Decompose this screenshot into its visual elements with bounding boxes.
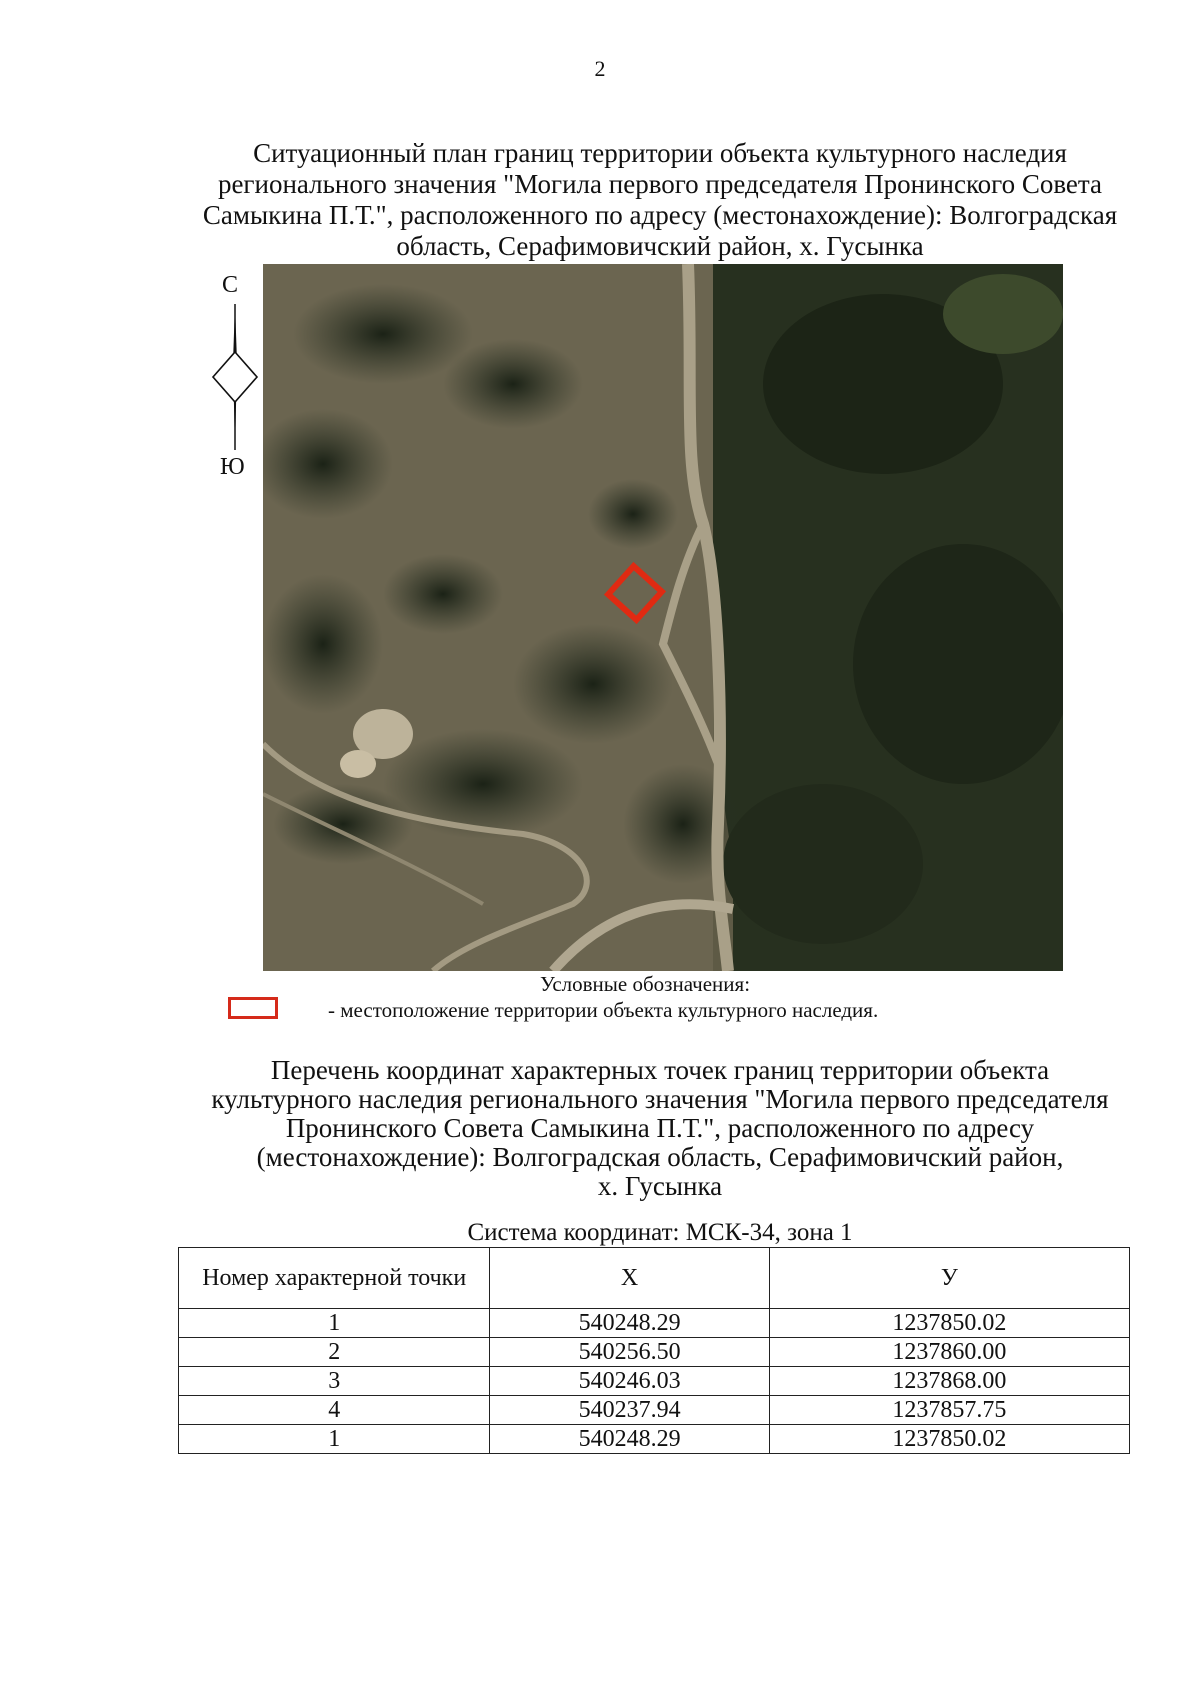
cell-x: 540248.29 — [490, 1425, 769, 1454]
coordinates-title-line: Перечень координат характерных точек границ территории объекта — [270, 1055, 1050, 1085]
satellite-image — [263, 264, 1063, 971]
north-arrow — [205, 272, 265, 482]
coordinates-title-line: (местонахождение): Волгоградская область, Серафимовичский район, — [256, 1142, 1064, 1172]
cell-x: 540237.94 — [490, 1396, 769, 1425]
table-header-row — [179, 1248, 1130, 1309]
cell-x: 540246.03 — [490, 1367, 769, 1396]
compass-rose-icon — [210, 302, 260, 452]
plan-title-line: Самыкина П.Т.", расположенного по адресу (местонахождение): Волгоградская — [202, 200, 1118, 230]
legend-title: Условные обозначения: — [540, 972, 751, 996]
coordinates-title-line: Пронинского Совета Самыкина П.Т.", расположенного по адресу — [285, 1113, 1035, 1143]
cell-y: 1237868.00 — [769, 1367, 1129, 1396]
south-label: Ю — [220, 454, 245, 480]
header-x: X — [490, 1248, 769, 1309]
coordinates-table — [178, 1247, 1130, 1454]
plan-title — [160, 138, 1160, 262]
cell-point: 2 — [179, 1338, 490, 1367]
plan-title-line: область, Серафимовичский район, х. Гусынка — [396, 231, 924, 261]
cell-y: 1237860.00 — [769, 1338, 1129, 1367]
table-row — [179, 1425, 1130, 1454]
coordinates-title — [160, 1056, 1160, 1201]
plan-title-line: регионального значения "Могила первого председателя Пронинского Совета — [217, 169, 1103, 199]
table-row — [179, 1309, 1130, 1338]
coordinates-title-line: культурного наследия регионального значения "Могила первого председателя — [211, 1084, 1109, 1114]
table-row — [179, 1338, 1130, 1367]
page-number: 2 — [594, 56, 606, 81]
north-label: С — [222, 272, 239, 298]
boundary-legend-swatch — [228, 997, 278, 1019]
cell-point: 1 — [179, 1425, 490, 1454]
cell-x: 540248.29 — [490, 1309, 769, 1338]
cell-y: 1237850.02 — [769, 1425, 1129, 1454]
coordinates-title-line: х. Гусынка — [597, 1171, 723, 1201]
cell-x: 540256.50 — [490, 1338, 769, 1367]
cell-point: 1 — [179, 1309, 490, 1338]
table-row — [179, 1367, 1130, 1396]
header-y: У — [769, 1248, 1129, 1309]
cell-point: 3 — [179, 1367, 490, 1396]
cell-y: 1237857.75 — [769, 1396, 1129, 1425]
header-point-number: Номер характерной точки — [179, 1248, 490, 1309]
cell-y: 1237850.02 — [769, 1309, 1129, 1338]
cell-point: 4 — [179, 1396, 490, 1425]
satellite-map — [263, 264, 1063, 971]
legend-boundary-text: - местоположение территории объекта культурного наследия. — [328, 998, 879, 1022]
plan-title-line: Ситуационный план границ территории объекта культурного наследия — [253, 138, 1067, 168]
coordinate-system: Система координат: МСК-34, зона 1 — [467, 1219, 853, 1246]
table-row — [179, 1396, 1130, 1425]
